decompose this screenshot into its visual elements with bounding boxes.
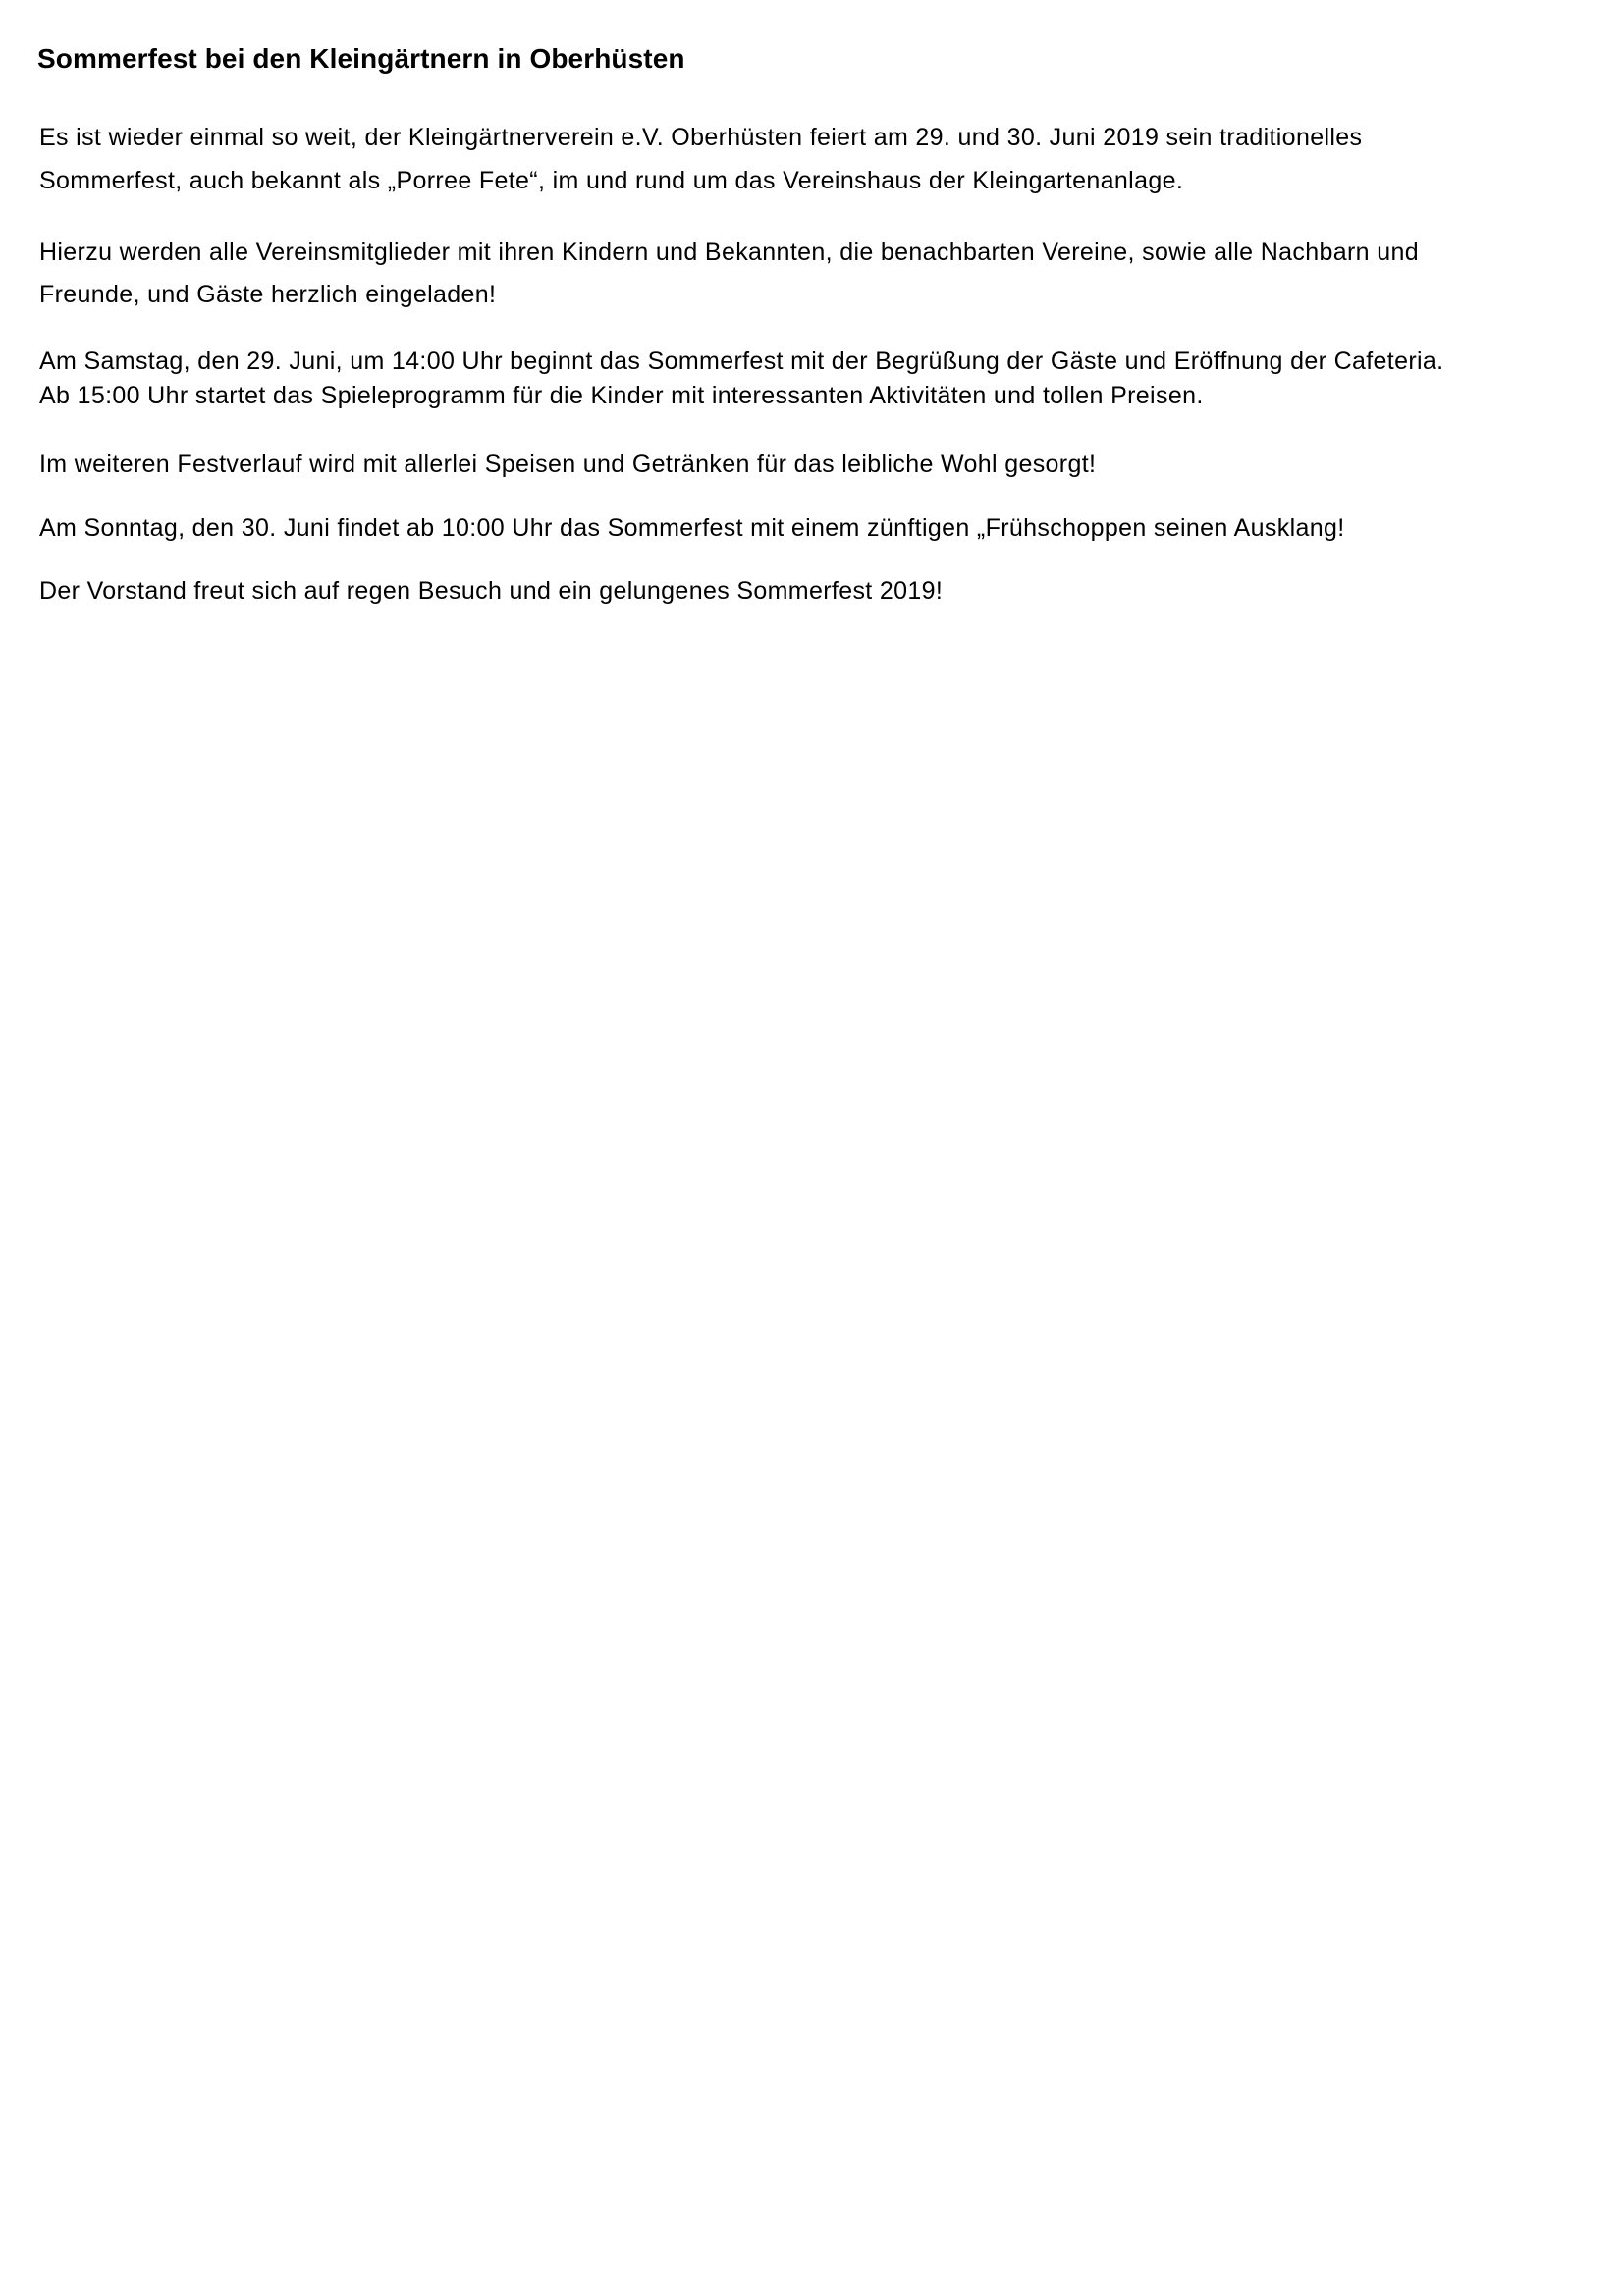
paragraph-line: Sommerfest, auch bekannt als „Porree Fete“, im und rund um das Vereinshaus der Kleingartenanlage. [39, 167, 1184, 194]
paragraph-line: Am Sonntag, den 30. Juni findet ab 10:00 Uhr das Sommerfest mit einem zünftigen „Frühschoppen seinen Ausklang! [39, 514, 1345, 542]
page-title: Sommerfest bei den Kleingärtnern in Oberhüsten [37, 43, 685, 74]
paragraph-line: Freunde, und Gäste herzlich eingeladen! [39, 281, 497, 308]
paragraph-line: Im weiteren Festverlauf wird mit allerlei Speisen und Getränken für das leibliche Wohl gesorgt! [39, 451, 1097, 478]
paragraph-line: Der Vorstand freut sich auf regen Besuch und ein gelungenes Sommerfest 2019! [39, 577, 944, 605]
paragraph-line: Es ist wieder einmal so weit, der Kleingärtnerverein e.V. Oberhüsten feiert am 29. und 30. Juni 2019 sein traditionelles [39, 124, 1363, 151]
paragraph-line: Ab 15:00 Uhr startet das Spieleprogramm für die Kinder mit interessanten Aktivitäten und tollen Preisen. [39, 382, 1204, 409]
paragraph-line: Hierzu werden alle Vereinsmitglieder mit ihren Kindern und Bekannten, die benachbarten Vereine, sowie alle Nachbarn und [39, 239, 1419, 266]
paragraph-line: Am Samstag, den 29. Juni, um 14:00 Uhr beginnt das Sommerfest mit der Begrüßung der Gäste und Eröffnung der Cafeteria. [39, 347, 1444, 375]
